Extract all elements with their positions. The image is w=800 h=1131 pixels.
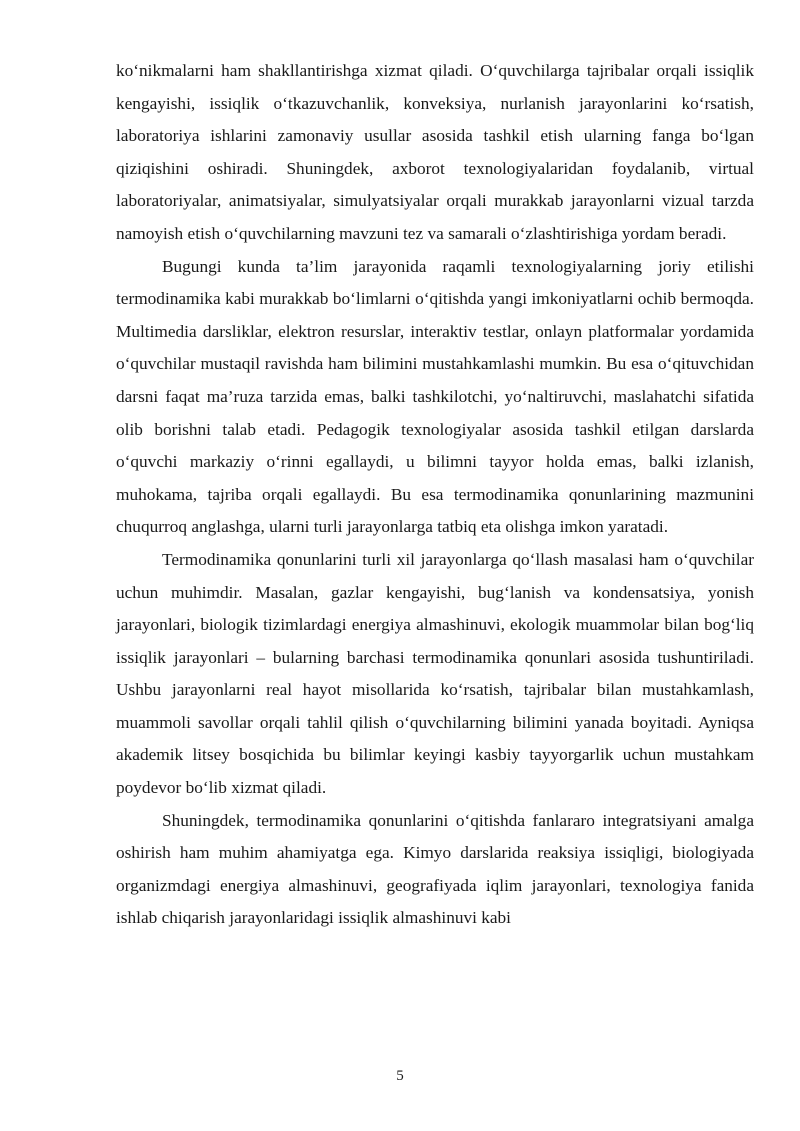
paragraph-2: Bugungi kunda ta’lim jarayonida raqamli texnologiyalarning joriy etilishi termodinamika kabi murakkab bo‘limlarni o‘qitishda yangi imkoniyatlarni ochib bermoqda. Multimedia darsliklar, elektron resurslar, interaktiv testlar, onlayn platformalar yordamida o‘quvchilar mustaqil ravishda ham bilimini mustahkamlashi mumkin. Bu esa o‘qituvchidan darsni faqat ma’ruza tarzida emas, balki tashkilotchi, yo‘naltiruvchi, maslahatchi sifatida olib borishni talab etadi. Pedagogik texnologiyalar asosida tashkil etilgan darslarda o‘quvchi markaziy o‘rinni egallaydi, u bilimni tayyor holda emas, balki izlanish, muhokama, tajriba orqali egallaydi. Bu esa termodinamika qonunlarining mazmunini chuqurroq anglashga, ularni turli jarayonlarga tatbiq eta olishga imkon yaratadi. [116,256,754,537]
page-number: 5 [396,1068,404,1084]
page-body [116,55,754,935]
paragraph-4: Shuningdek, termodinamika qonunlarini o‘qitishda fanlararo integratsiyani amalga oshirish ham muhim ahamiyatga ega. Kimyo darslarida reaksiya issiqligi, biologiyada organizmdagi energiya almashinuvi, geografiyada iqlim jarayonlari, texnologiya fanida ishlab chiqarish jarayonlaridagi issiqlik almashinuvi kabi [116,810,754,928]
paragraph-1: ko‘nikmalarni ham shakllantirishga xizmat qiladi. O‘quvchilarga tajribalar orqali issiqlik kengayishi, issiqlik o‘tkazuvchanlik, konveksiya, nurlanish jarayonlarini ko‘rsatish, laboratoriya ishlarini zamonaviy usullar asosida tashkil etish ularning fanga bo‘lgan qiziqishini oshiradi. Shuningdek, axborot texnologiyalaridan foydalanib, virtual laboratoriyalar, animatsiyalar, simulyatsiyalar orqali murakkab jarayonlarni vizual tarzda namoyish etish o‘quvchilarning mavzuni tez va samarali o‘zlashtirishiga yordam beradi. [116,61,754,243]
paragraph-3: Termodinamika qonunlarini turli xil jarayonlarga qo‘llash masalasi ham o‘quvchilar uchun muhimdir. Masalan, gazlar kengayishi, bug‘lanish va kondensatsiya, yonish jarayonlari, biologik tizimlardagi energiya almashinuvi, ekologik muammolar bilan bog‘liq issiqlik jarayonlari – bularning barchasi termodinamika qonunlari asosida tushuntiriladi. Ushbu jarayonlarni real hayot misollarida ko‘rsatish, tajribalar bilan mustahkamlash, muammoli savollar orqali tahlil qilish o‘quvchilarning bilimini yanada boyitadi. Ayniqsa akademik litsey bosqichida bu bilimlar keyingi kasbiy tayyorgarlik uchun mustahkam poydevor bo‘lib xizmat qiladi. [116,549,754,798]
